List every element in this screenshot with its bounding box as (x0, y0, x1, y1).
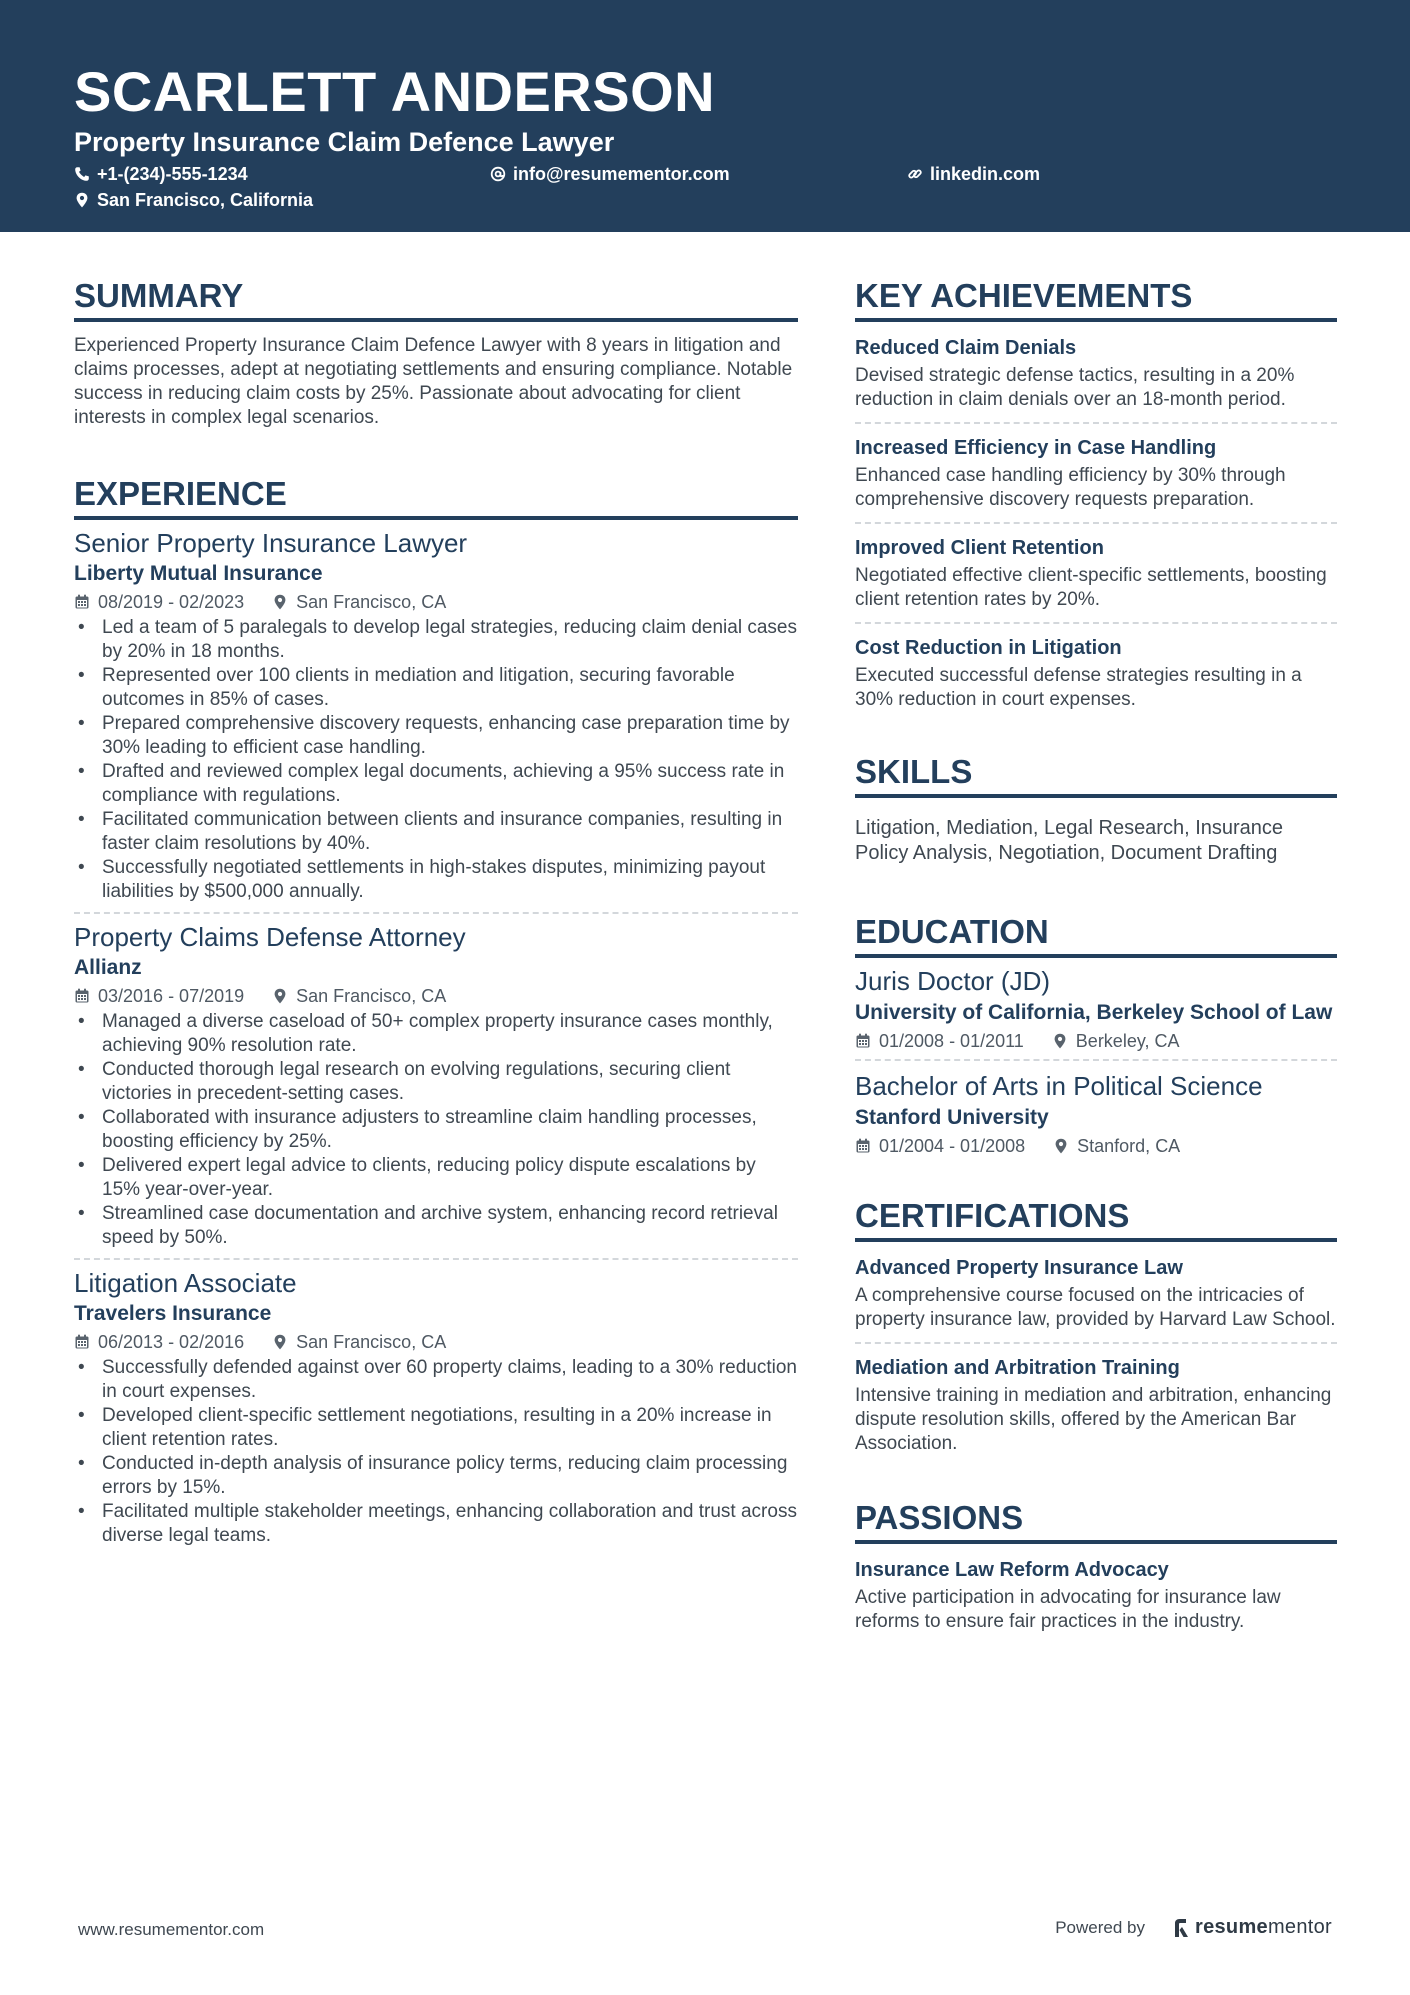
skills-heading: SKILLS (855, 752, 1337, 798)
summary-text: Experienced Property Insurance Claim Defence Lawyer with 8 years in litigation and claims processes, adept at negotiating settlements and ensuring compliance. Notable success in reducing claim costs by 25%. Passionate about advocating for client interests in complex legal scenarios. (74, 335, 793, 428)
contact-location (74, 189, 313, 211)
experience-item (74, 1266, 798, 1556)
achievement-title: Reduced Claim Denials (855, 337, 1077, 359)
right-column (855, 276, 1337, 1654)
job-company: Liberty Mutual Insurance (74, 562, 323, 585)
achievement-item (855, 334, 1337, 424)
education-section (855, 912, 1337, 1164)
education-location: Stanford, CA (1077, 1136, 1181, 1156)
calendar-icon (74, 988, 90, 1004)
education-meta (855, 1134, 1337, 1158)
bullet-item: • Developed client-specific settlement negotiations, resulting in a 20% increase in client retention rates. (102, 1404, 798, 1452)
skills-text: Litigation, Mediation, Legal Research, Insurance Policy Analysis, Negotiation, Document Drafting (855, 817, 1284, 864)
left-column (74, 276, 798, 1562)
summary-heading: SUMMARY (74, 276, 798, 322)
certification-desc: Intensive training in mediation and arbitration, enhancing dispute resolution skills, offered by the American Bar Association. (855, 1385, 1332, 1454)
phone-text: +1-(234)-555-1234 (97, 164, 248, 184)
achievement-item (855, 634, 1337, 722)
education-location: Berkeley, CA (1075, 1031, 1180, 1051)
bullet-item: • Streamlined case documentation and archive system, enhancing record retrieval speed by 50%. (102, 1202, 798, 1250)
calendar-icon (855, 1138, 871, 1154)
job-bullets (74, 616, 798, 904)
resume-header (0, 0, 1410, 232)
achievement-item (855, 534, 1337, 624)
achievement-desc: Negotiated effective client-specific settlements, boosting client retention rates by 20%. (855, 565, 1327, 610)
passions-section (855, 1498, 1337, 1644)
job-title: Senior Property Insurance Lawyer (74, 528, 468, 558)
brand-name-a: resume (1195, 1916, 1268, 1938)
location-pin-icon (74, 192, 90, 208)
bullet-item: • Led a team of 5 paralegals to develop legal strategies, reducing claim denial cases by 20% in 18 months. (102, 616, 798, 664)
education-item (855, 964, 1337, 1061)
bullet-item: • Drafted and reviewed complex legal documents, achieving a 95% success rate in compliance with regulations. (102, 760, 798, 808)
experience-heading: EXPERIENCE (74, 474, 798, 520)
job-location: San Francisco, CA (296, 1332, 447, 1352)
passions-heading: PASSIONS (855, 1498, 1337, 1544)
powered-by-text: Powered by (1055, 1917, 1145, 1937)
certifications-heading: CERTIFICATIONS (855, 1196, 1337, 1242)
candidate-name: SCARLETT ANDERSON (74, 60, 716, 123)
job-bullets (74, 1356, 798, 1548)
bullet-item: • Represented over 100 clients in mediation and litigation, securing favorable outcomes in 85% of cases. (102, 664, 798, 712)
calendar-icon (74, 594, 90, 610)
calendar-icon (74, 1334, 90, 1350)
bullet-item: • Successfully defended against over 60 property claims, leading to a 30% reduction in court expenses. (102, 1356, 798, 1404)
bullet-item: • Facilitated multiple stakeholder meetings, enhancing collaboration and trust across diverse legal teams. (102, 1500, 798, 1548)
certification-title: Mediation and Arbitration Training (855, 1357, 1180, 1379)
achievement-desc: Executed successful defense strategies resulting in a 30% reduction in court expenses. (855, 665, 1302, 710)
contact-phone[interactable] (74, 163, 248, 185)
certification-title: Advanced Property Insurance Law (855, 1257, 1183, 1279)
job-dates: 03/2016 - 07/2019 (98, 986, 245, 1006)
experience-section (74, 474, 798, 1556)
education-meta (855, 1029, 1337, 1053)
certification-desc: A comprehensive course focused on the intricacies of property insurance law, provided by Harvard Law School. (855, 1285, 1336, 1330)
job-meta (74, 1330, 798, 1354)
school: University of California, Berkeley School of Law (855, 1001, 1333, 1024)
job-company: Allianz (74, 956, 142, 979)
job-location: San Francisco, CA (296, 986, 447, 1006)
candidate-title: Property Insurance Claim Defence Lawyer (74, 127, 615, 157)
bullet-item: • Conducted thorough legal research on evolving regulations, securing client victories in precedent-setting cases. (102, 1058, 798, 1106)
location-pin-icon (272, 1334, 288, 1350)
email-text: info@resumementor.com (513, 164, 730, 184)
job-location: San Francisco, CA (296, 592, 447, 612)
footer-branding (1055, 1916, 1332, 1939)
bullet-item: • Facilitated communication between clients and insurance companies, resulting in faster claim resolutions by 40%. (102, 808, 798, 856)
phone-icon (74, 166, 90, 182)
achievement-desc: Enhanced case handling efficiency by 30% through comprehensive discovery requests preparation. (855, 465, 1286, 510)
achievement-title: Increased Efficiency in Case Handling (855, 437, 1217, 459)
passion-item (855, 1556, 1337, 1644)
job-dates: 06/2013 - 02/2016 (98, 1332, 245, 1352)
achievements-heading: KEY ACHIEVEMENTS (855, 276, 1337, 322)
link-icon (907, 166, 923, 182)
education-item (855, 1069, 1337, 1164)
location-text: San Francisco, California (97, 190, 314, 210)
job-title: Litigation Associate (74, 1268, 297, 1298)
at-icon (490, 166, 506, 182)
bullet-item: • Prepared comprehensive discovery requests, enhancing case preparation time by 30% leading to efficient case handling. (102, 712, 798, 760)
brand-logo[interactable] (1173, 1916, 1332, 1939)
bullet-item: • Conducted in-depth analysis of insurance policy terms, reducing claim processing errors by 15%. (102, 1452, 798, 1500)
certification-item (855, 1254, 1337, 1344)
bullet-item: • Successfully negotiated settlements in high-stakes disputes, minimizing payout liabilities by $500,000 annually. (102, 856, 798, 904)
job-company: Travelers Insurance (74, 1302, 272, 1325)
certification-item (855, 1354, 1337, 1466)
achievements-section (855, 276, 1337, 722)
brand-name-b: mentor (1267, 1916, 1332, 1938)
achievement-item (855, 434, 1337, 524)
education-heading: EDUCATION (855, 912, 1337, 958)
calendar-icon (855, 1033, 871, 1049)
job-title: Property Claims Defense Attorney (74, 922, 466, 952)
degree: Bachelor of Arts in Political Science (855, 1071, 1263, 1101)
school: Stanford University (855, 1106, 1049, 1129)
job-bullets (74, 1010, 798, 1250)
location-pin-icon (272, 594, 288, 610)
achievement-title: Improved Client Retention (855, 537, 1104, 559)
experience-item (74, 526, 798, 914)
footer-website[interactable]: www.resumementor.com (78, 1920, 265, 1939)
job-meta (74, 590, 798, 614)
experience-item (74, 920, 798, 1260)
education-dates: 01/2008 - 01/2011 (879, 1031, 1024, 1051)
achievement-desc: Devised strategic defense tactics, resulting in a 20% reduction in claim denials over an 18-month period. (855, 365, 1295, 410)
job-dates: 08/2019 - 02/2023 (98, 592, 245, 612)
bullet-item: • Collaborated with insurance adjusters to streamline claim handling processes, boosting efficiency by 25%. (102, 1106, 798, 1154)
certifications-section (855, 1196, 1337, 1466)
contact-email[interactable] (490, 163, 730, 185)
degree: Juris Doctor (JD) (855, 966, 1051, 996)
linkedin-text: linkedin.com (930, 164, 1041, 184)
location-pin-icon (1053, 1138, 1069, 1154)
bullet-item: • Managed a diverse caseload of 50+ complex property insurance cases monthly, achieving 90% resolution rate. (102, 1010, 798, 1058)
passion-title: Insurance Law Reform Advocacy (855, 1559, 1169, 1581)
skills-section (855, 752, 1337, 866)
job-meta (74, 984, 798, 1008)
location-pin-icon (272, 988, 288, 1004)
education-dates: 01/2004 - 01/2008 (879, 1136, 1026, 1156)
contact-linkedin[interactable] (907, 163, 1040, 185)
location-pin-icon (1052, 1033, 1068, 1049)
summary-section (74, 276, 798, 430)
resumementor-logo-icon (1173, 1917, 1191, 1939)
bullet-item: • Delivered expert legal advice to clients, reducing policy dispute escalations by 15% year-over-year. (102, 1154, 798, 1202)
achievement-title: Cost Reduction in Litigation (855, 637, 1122, 659)
passion-desc: Active participation in advocating for insurance law reforms to ensure fair practices in the industry. (855, 1587, 1281, 1632)
